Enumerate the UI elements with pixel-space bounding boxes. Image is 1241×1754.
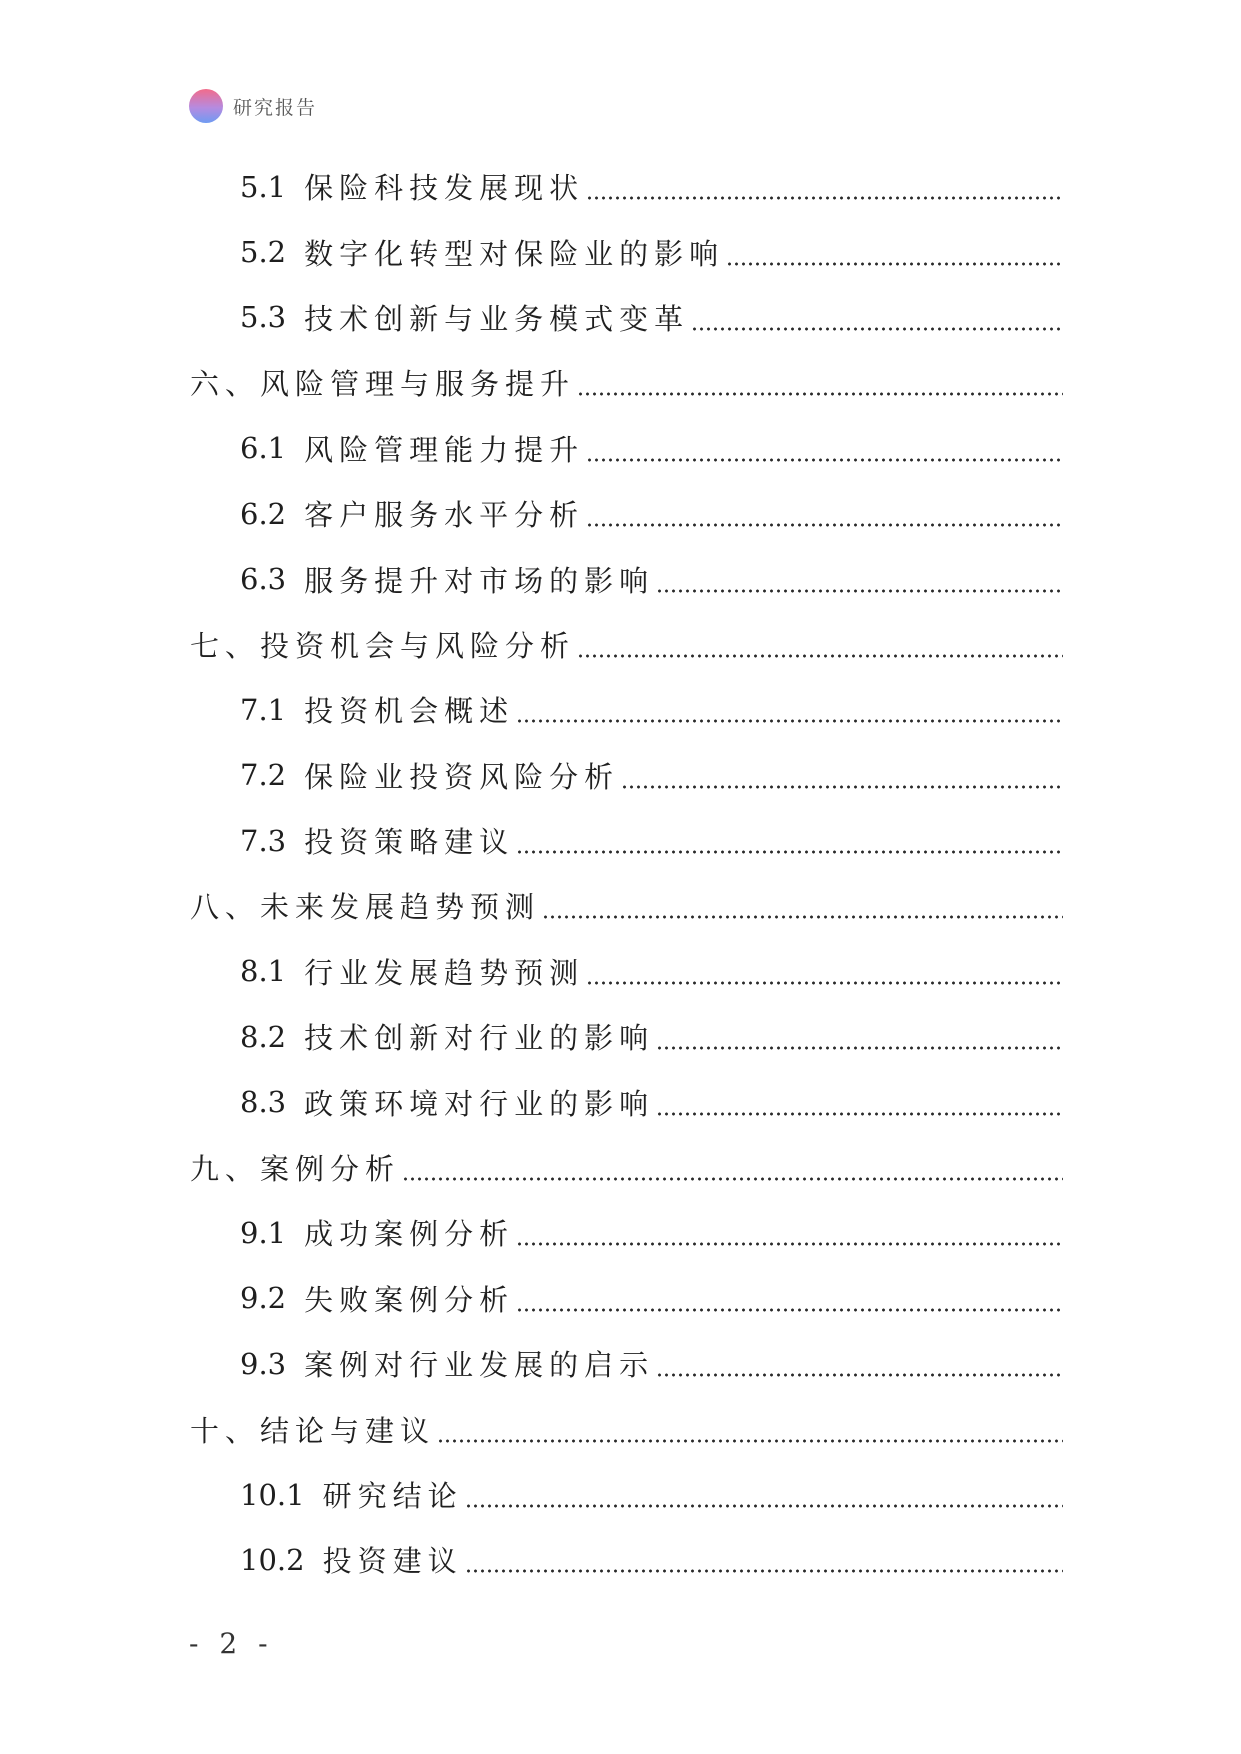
toc-chapter-row[interactable] xyxy=(190,350,1063,415)
toc-entry-text xyxy=(240,559,654,600)
toc-section-number: 10.2 xyxy=(240,1542,305,1577)
toc-entry-text xyxy=(240,1278,514,1319)
toc-entry-text xyxy=(240,1343,654,1384)
toc-entry-text xyxy=(240,820,514,861)
toc-section-row[interactable] xyxy=(190,416,1063,481)
toc-entry-text xyxy=(240,297,689,338)
toc-entry-text xyxy=(240,951,584,992)
toc-dot-leader xyxy=(516,695,1063,724)
toc-section-row[interactable] xyxy=(190,546,1063,611)
toc-section-number: 10.1 xyxy=(240,1477,305,1512)
toc-entry-text xyxy=(240,1082,654,1123)
toc-dot-leader xyxy=(656,1088,1063,1117)
toc-section-row[interactable] xyxy=(190,1331,1063,1396)
toc-dot-leader xyxy=(577,368,1063,397)
toc-section-number: 8.2 xyxy=(240,1019,287,1054)
toc-entry-text xyxy=(190,362,575,403)
toc-entry-title: 七、投资机会与风险分析 xyxy=(190,628,576,663)
toc-entry-text xyxy=(190,885,540,926)
toc-dot-leader xyxy=(437,1415,1063,1444)
toc-section-row[interactable] xyxy=(190,219,1063,284)
toc-section-row[interactable] xyxy=(190,1462,1063,1527)
toc-entry-text xyxy=(240,493,584,534)
toc-dot-leader xyxy=(516,826,1063,855)
toc-section-number: 8.3 xyxy=(240,1085,287,1120)
toc-section-row[interactable] xyxy=(190,1200,1063,1265)
toc-section-number: 5.3 xyxy=(240,300,287,335)
toc-section-row[interactable] xyxy=(190,154,1063,219)
toc-entry-title: 六、风险管理与服务提升 xyxy=(190,367,576,402)
toc-entry-title: 失败案例分析 xyxy=(304,1282,515,1317)
toc-dot-leader xyxy=(516,1218,1063,1247)
toc-entry-title: 行业发展趋势预测 xyxy=(304,955,585,990)
toc-entry-title: 保险业投资风险分析 xyxy=(304,759,620,794)
toc-entry-text xyxy=(240,689,514,730)
toc-dot-leader xyxy=(586,499,1063,528)
toc-section-number: 6.3 xyxy=(240,562,287,597)
toc-entry-title: 服务提升对市场的影响 xyxy=(304,563,655,598)
toc-entry-text xyxy=(240,1016,654,1057)
report-header xyxy=(189,89,317,123)
toc-entry-title: 政策环境对行业的影响 xyxy=(304,1086,655,1121)
toc-section-row[interactable] xyxy=(190,939,1063,1004)
toc-entry-title: 投资策略建议 xyxy=(304,825,515,860)
toc-section-row[interactable] xyxy=(190,808,1063,873)
page-number: - 2 - xyxy=(189,1627,274,1660)
toc-entry-text xyxy=(240,232,724,273)
toc-entry-text xyxy=(240,1474,463,1515)
toc-entry-title: 投资机会概述 xyxy=(304,694,515,729)
toc-dot-leader xyxy=(586,172,1063,201)
toc-section-number: 5.1 xyxy=(240,169,287,204)
toc-section-number: 7.2 xyxy=(240,758,287,793)
logo-circle-icon xyxy=(189,89,223,123)
toc-entry-title: 保险科技发展现状 xyxy=(304,171,585,206)
toc-entry-title: 九、案例分析 xyxy=(190,1152,401,1187)
toc-dot-leader xyxy=(656,565,1063,594)
toc-entry-title: 投资建议 xyxy=(322,1544,463,1579)
toc-entry-text xyxy=(190,624,575,665)
toc-dot-leader xyxy=(465,1480,1063,1509)
toc-dot-leader xyxy=(542,891,1063,920)
toc-section-row[interactable] xyxy=(190,1527,1063,1592)
toc-section-row[interactable] xyxy=(190,1004,1063,1069)
toc-section-row[interactable] xyxy=(190,1266,1063,1331)
toc-entry-title: 十、结论与建议 xyxy=(190,1413,436,1448)
toc-entry-text xyxy=(240,1539,463,1580)
toc-section-number: 8.1 xyxy=(240,954,287,989)
toc-entry-title: 案例对行业发展的启示 xyxy=(304,1348,655,1383)
toc-dot-leader xyxy=(402,1153,1063,1182)
toc-entry-text xyxy=(190,1409,435,1450)
toc-dot-leader xyxy=(577,630,1063,659)
toc-section-number: 9.3 xyxy=(240,1346,287,1381)
toc-dot-leader xyxy=(586,957,1063,986)
toc-dot-leader xyxy=(691,303,1063,332)
toc-dot-leader xyxy=(726,238,1063,267)
toc-chapter-row[interactable] xyxy=(190,873,1063,938)
toc-entry-title: 客户服务水平分析 xyxy=(304,498,585,533)
toc-section-row[interactable] xyxy=(190,677,1063,742)
toc-section-number: 7.3 xyxy=(240,823,287,858)
toc-entry-text xyxy=(240,428,584,469)
toc-section-number: 6.1 xyxy=(240,431,287,466)
toc-entry-text xyxy=(240,1212,514,1253)
toc-section-row[interactable] xyxy=(190,285,1063,350)
toc-entry-text xyxy=(190,1147,400,1188)
toc-dot-leader xyxy=(516,1284,1063,1313)
table-of-contents xyxy=(190,154,1063,1593)
header-title: 研究报告 xyxy=(233,96,318,119)
toc-entry-title: 八、未来发展趋势预测 xyxy=(190,890,541,925)
toc-section-number: 6.2 xyxy=(240,496,287,531)
toc-section-number: 7.1 xyxy=(240,692,287,727)
toc-chapter-row[interactable] xyxy=(190,612,1063,677)
toc-chapter-row[interactable] xyxy=(190,1396,1063,1461)
toc-section-number: 9.1 xyxy=(240,1215,287,1250)
toc-section-row[interactable] xyxy=(190,1069,1063,1134)
toc-entry-title: 技术创新对行业的影响 xyxy=(304,1021,655,1056)
toc-entry-title: 成功案例分析 xyxy=(304,1217,515,1252)
toc-entry-title: 数字化转型对保险业的影响 xyxy=(304,236,725,271)
toc-dot-leader xyxy=(621,761,1063,790)
toc-entry-title: 研究结论 xyxy=(322,1479,463,1513)
toc-entry-title: 风险管理能力提升 xyxy=(304,432,585,467)
toc-section-row[interactable] xyxy=(190,743,1063,808)
toc-section-number: 5.2 xyxy=(240,235,287,270)
toc-section-number: 9.2 xyxy=(240,1281,287,1316)
toc-chapter-row[interactable] xyxy=(190,1135,1063,1200)
toc-dot-leader xyxy=(656,1349,1063,1378)
toc-entry-text xyxy=(240,166,584,207)
toc-dot-leader xyxy=(656,1022,1063,1051)
toc-entry-title: 技术创新与业务模式变革 xyxy=(304,301,690,336)
toc-entry-text xyxy=(240,755,619,796)
toc-dot-leader xyxy=(465,1545,1063,1574)
toc-dot-leader xyxy=(586,434,1063,463)
toc-section-row[interactable] xyxy=(190,481,1063,546)
